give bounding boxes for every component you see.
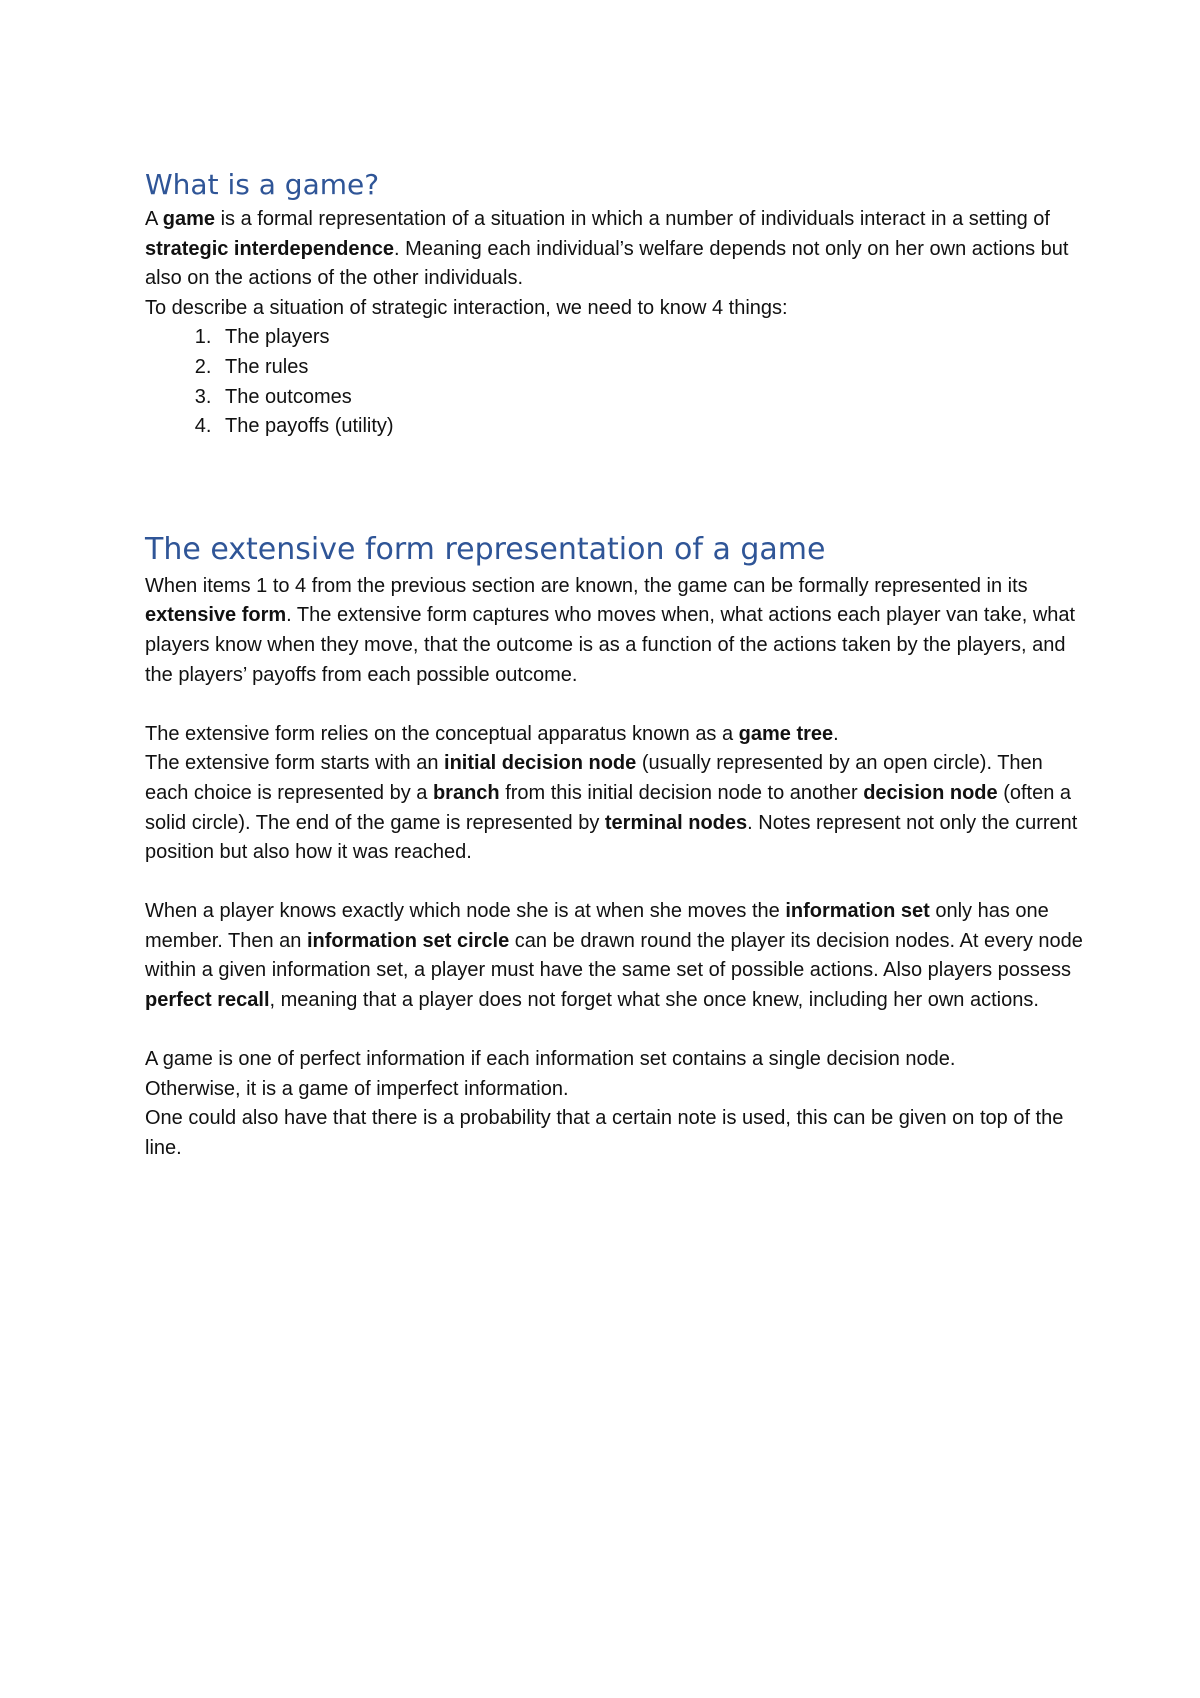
text-run: (usually represented by an open circle). Then each choice is represented by a — [145, 752, 1043, 804]
text-run: When a player knows exactly which node she is at when she moves the — [145, 900, 786, 923]
list-item: 2. The rules — [217, 353, 1085, 383]
bold-term: information set circle — [306, 929, 510, 952]
paragraph-information-set — [145, 897, 1085, 1015]
bold-term: decision node — [863, 781, 998, 804]
text-run: from this initial decision node to another — [499, 781, 864, 804]
text-run: can be drawn round the player its decision nodes. At every node within a given information set, a player must have the same set of possible actions. Also players possess — [145, 929, 1083, 982]
bold-term: information set — [785, 900, 930, 923]
paragraph-spacer — [145, 690, 1085, 720]
document-body — [145, 165, 1085, 1164]
text-run: To describe a situation of strategic interaction, we need to know 4 things: — [145, 296, 788, 319]
paragraph-spacer — [145, 868, 1085, 898]
text-run: A game is one of perfect information if each information set contains a single decision node. — [145, 1048, 956, 1071]
bold-term: branch — [432, 781, 500, 804]
text-run: One could also have that there is a probability that a certain note is used, this can be given on top of the line. — [145, 1107, 1064, 1160]
text-run: . Notes represent not only the current position but also how it was reached. — [145, 811, 1078, 864]
text-run: . Meaning each individual’s welfare depends not only on her own actions but also on the actions of the other individuals. — [145, 237, 1069, 290]
paragraph-four-things — [145, 294, 1085, 324]
text-run: only has one member. Then an — [145, 900, 1049, 952]
bold-term: perfect recall — [145, 989, 270, 1012]
paragraph-spacer — [145, 1016, 1085, 1046]
paragraph-extensive-form-intro — [145, 572, 1085, 690]
text-run: The extensive form starts with an — [145, 752, 445, 775]
bold-term: extensive form — [145, 604, 287, 627]
text-run: When items 1 to 4 from the previous section are known, the game can be formally represented in its — [145, 574, 1028, 597]
section-spacer — [145, 442, 1085, 528]
paragraph-probability — [145, 1104, 1085, 1163]
text-run: . The extensive form captures who moves when, what actions each player van take, what players know when they move, that the outcome is as a function of the actions taken by the players, and the players’ payoffs from each possible outcome. — [145, 604, 1076, 686]
paragraph-decision-nodes — [145, 749, 1085, 867]
paragraph-game-tree — [145, 720, 1085, 750]
list-item: 3. The outcomes — [217, 383, 1085, 413]
heading-what-is-a-game: What is a game? — [145, 168, 380, 201]
bold-term: initial decision node — [444, 752, 637, 775]
list-item: 1. The players — [217, 323, 1085, 353]
paragraph-game-definition — [145, 205, 1085, 294]
text-run: The extensive form relies on the conceptual apparatus known as a — [145, 722, 739, 745]
text-run: (often a solid circle). The end of the game is represented by — [145, 781, 1072, 834]
text-run: A — [145, 208, 163, 230]
text-run: . — [833, 722, 839, 745]
paragraph-imperfect-information — [145, 1075, 1085, 1105]
bold-term: terminal nodes — [604, 811, 748, 834]
text-run: Otherwise, it is a game of imperfect information. — [145, 1077, 569, 1100]
text-run: , meaning that a player does not forget what she once knew, including her own actions. — [269, 989, 1039, 1012]
paragraph-perfect-information — [145, 1045, 1085, 1075]
bold-term: strategic interdependence — [145, 237, 394, 260]
four-things-list — [145, 323, 1085, 441]
heading-extensive-form: The extensive form representation of a game — [145, 531, 826, 567]
text-run: is a formal representation of a situation in which a number of individuals interact in a setting of — [215, 208, 1050, 230]
list-item: 4. The payoffs (utility) — [217, 412, 1085, 442]
bold-term: game tree — [738, 722, 834, 745]
bold-term: game — [162, 208, 216, 230]
